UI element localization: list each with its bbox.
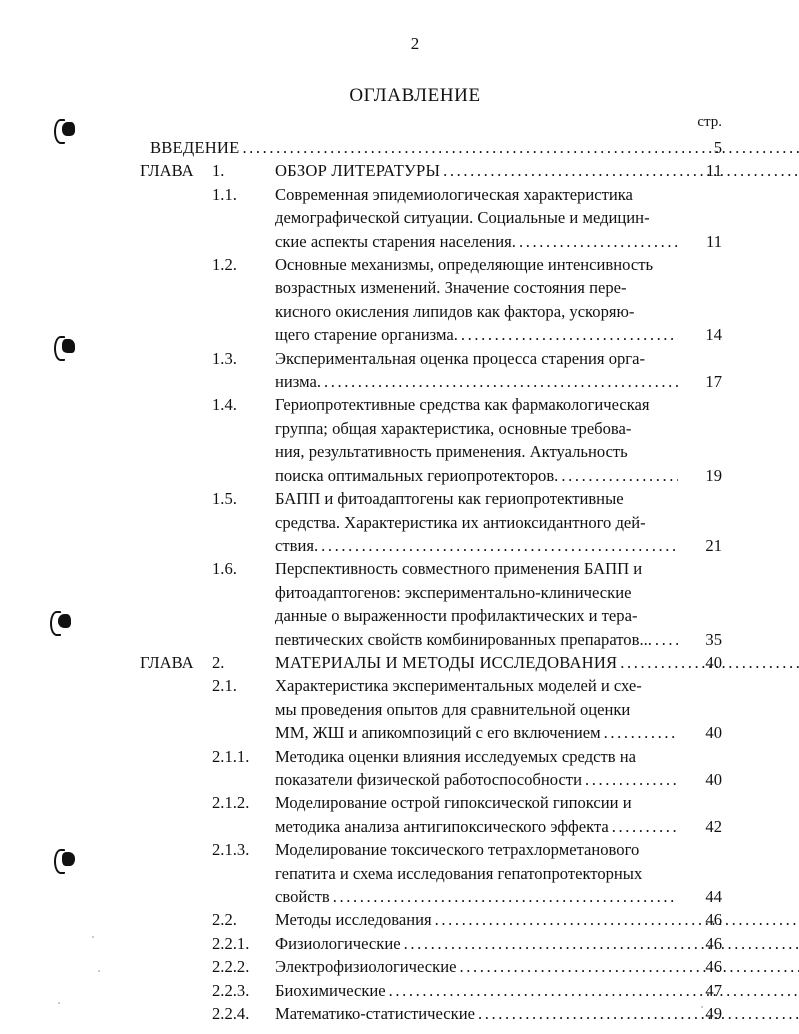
toc-entry-title: ствия. [275, 535, 319, 555]
toc-entry-number: 1.1. [212, 184, 237, 204]
toc-entry-title: Биохимические [275, 980, 386, 1000]
toc-leader-line [275, 721, 678, 744]
toc-entry-title: ские аспекты старения населения. [275, 231, 516, 251]
toc-entry[interactable] [140, 487, 722, 557]
toc-entry-number: 1.5. [212, 489, 237, 509]
dot-leader [404, 932, 799, 955]
toc-entry-title-line: Моделирование токсического тетрахлорметанового [275, 840, 640, 860]
toc-entry-body [275, 955, 678, 978]
toc-entry[interactable] [140, 932, 722, 955]
toc-entry[interactable] [140, 838, 722, 908]
dot-leader [321, 534, 678, 557]
toc-entry-title-line: фитоадаптогенов: экспериментально-клинические [275, 582, 632, 602]
toc-entry[interactable] [140, 651, 722, 674]
page-column-header: стр. [697, 114, 722, 130]
dot-leader [655, 628, 678, 651]
toc-entry-number: 2.1. [212, 676, 237, 696]
dot-leader [604, 721, 678, 744]
toc-entry-number: 1.4. [212, 395, 237, 415]
toc-entry-number: 2.1.3. [212, 840, 250, 860]
toc-entry-title-line: ния, результативность применения. Актуальность [275, 442, 628, 462]
toc-entry-title: низма. [275, 372, 321, 392]
scan-speck [98, 970, 100, 972]
toc-entry-title: Физиологические [275, 933, 401, 953]
dot-leader [324, 370, 678, 393]
toc-entry[interactable] [140, 159, 722, 182]
toc-entry[interactable] [140, 979, 722, 1002]
toc-entry-page-number: 21 [705, 535, 722, 555]
toc-entry-title: методика анализа антигипоксического эффекта [275, 816, 609, 836]
dot-leader [443, 159, 799, 182]
toc-entry-title-line: группа; общая характеристика, основные требова- [275, 418, 632, 438]
ink-blob [62, 122, 75, 136]
dot-leader [585, 768, 678, 791]
toc-chapter-word: ГЛАВА [140, 652, 194, 672]
dot-leader [561, 464, 678, 487]
toc-entry-page-number: 14 [705, 325, 722, 345]
ink-blob [62, 339, 75, 353]
toc-entry-body [275, 674, 678, 744]
toc-entry-title-line: демографической ситуации. Социальные и медицин- [275, 208, 650, 228]
toc-entry-page-number: 49 [705, 1004, 722, 1024]
toc-entry-page-number: 11 [706, 161, 722, 181]
toc-entry-number: 1.3. [212, 348, 237, 368]
toc-entry-title-line: Моделирование острой гипоксической гипоксии и [275, 793, 632, 813]
toc-leader-line [275, 768, 678, 791]
toc-entry-title: щего старение организма. [275, 325, 458, 345]
toc-entry-title: певтических свойств комбинированных препаратов... [275, 629, 652, 649]
toc-entry[interactable] [140, 745, 722, 792]
toc-entry-body [150, 136, 678, 159]
toc-leader-line [275, 323, 678, 346]
toc-entry-body [275, 745, 678, 792]
toc-entry-body [275, 791, 678, 838]
toc-entry-page-number: 11 [706, 231, 722, 251]
toc-entry-title-line: данные о выраженности профилактических и тера- [275, 606, 638, 626]
toc-entry-title-line: Современная эпидемиологическая характеристика [275, 184, 633, 204]
toc-entry-body [275, 932, 678, 955]
toc-entry-number: 2.2.4. [212, 1004, 250, 1024]
toc-entry-page-number: 40 [705, 723, 722, 743]
toc-entry[interactable] [140, 955, 722, 978]
toc-entry-title-line: Перспективность совместного применения БАПП и [275, 559, 643, 579]
toc-leader-line [275, 534, 678, 557]
toc-entry[interactable] [140, 791, 722, 838]
toc-entry-title: поиска оптимальных гериопротекторов. [275, 465, 559, 485]
toc-entry-title: Математико-статистические [275, 1004, 475, 1024]
toc-entry[interactable] [140, 183, 722, 253]
page-title: ОГЛАВЛЕНИЕ [349, 85, 481, 106]
scan-speck [92, 936, 94, 938]
toc-entry-title-line: средства. Характеристика их антиоксидантного дей- [275, 512, 646, 532]
scan-speck [58, 1002, 60, 1004]
toc-entry-title: ВВЕДЕНИЕ [150, 138, 240, 157]
toc-leader-line [275, 628, 678, 651]
toc-entry-number: 2.1.1. [212, 746, 250, 766]
toc-entry-number: 1.2. [212, 255, 237, 275]
table-of-contents [140, 136, 722, 1025]
toc-entry-page-number: 47 [705, 980, 722, 1000]
toc-entry-title-line: Характеристика экспериментальных моделей и схе- [275, 676, 642, 696]
ink-blob [62, 852, 75, 866]
toc-entry-page-number: 44 [705, 886, 722, 906]
toc-entry-title-line: мы проведения опытов для сравнительной оценки [275, 699, 631, 719]
toc-entry-title: свойств [275, 887, 330, 906]
toc-entry-body [275, 979, 678, 1002]
toc-entry[interactable] [140, 253, 722, 347]
toc-entry-title: Методы исследования [275, 910, 432, 930]
toc-entry-title-line: гепатита и схема исследования гепатопротекторных [275, 863, 643, 883]
toc-entry-number: 2.2.1. [212, 933, 250, 953]
toc-leader-line [275, 815, 678, 838]
toc-entry-number: 2.2. [212, 910, 237, 930]
toc-entry-title-line: возрастных изменений. Значение состояния пере- [275, 278, 627, 298]
toc-entry-number: 2. [212, 652, 225, 672]
toc-leader-line [275, 370, 678, 393]
toc-entry-page-number: 46 [705, 933, 722, 953]
toc-entry-title: ММ, ЖШ и апикомпозиций с его включением [275, 723, 601, 743]
dot-leader [461, 323, 678, 346]
dot-leader [435, 908, 799, 931]
toc-leader-line [275, 885, 678, 908]
page-number: 2 [410, 34, 420, 53]
toc-entry[interactable] [140, 1002, 722, 1025]
toc-entry-title: ОБЗОР ЛИТЕРАТУРЫ [275, 161, 441, 181]
toc-entry-number: 1.6. [212, 559, 237, 579]
toc-entry-body [275, 159, 678, 182]
toc-entry-body [275, 838, 678, 908]
toc-entry-page-number: 19 [705, 465, 722, 485]
toc-entry-title: МАТЕРИАЛЫ И МЕТОДЫ ИССЛЕДОВАНИЯ [275, 652, 618, 672]
toc-entry[interactable] [140, 557, 722, 651]
toc-entry-page-number: 40 [705, 769, 722, 789]
toc-entry[interactable] [140, 136, 722, 159]
toc-entry-number: 2.2.3. [212, 980, 250, 1000]
toc-entry-title-line: кисного окисления липидов как фактора, ускоряю- [275, 301, 635, 321]
scan-speck [701, 1006, 703, 1008]
toc-entry-title-line: Методика оценки влияния исследуемых средств на [275, 746, 636, 766]
margin-ink-mark [50, 610, 76, 634]
dot-leader [612, 815, 678, 838]
toc-entry-page-number: 40 [705, 652, 722, 672]
margin-ink-mark [54, 848, 80, 872]
toc-entry-page-number: 46 [705, 957, 722, 977]
toc-entry-number: 2.1.2. [212, 793, 250, 813]
dot-leader [478, 1002, 799, 1025]
toc-entry-body [275, 183, 678, 253]
toc-entry-page-number: 5 [713, 138, 722, 157]
toc-entry-title-line: БАПП и фитоадаптогены как гериопротективные [275, 489, 624, 509]
toc-entry-body [275, 651, 678, 674]
toc-entry[interactable] [140, 674, 722, 744]
margin-ink-mark [54, 118, 80, 142]
toc-entry-number: 2.2.2. [212, 957, 250, 977]
dot-leader [333, 885, 678, 908]
toc-entry-page-number: 42 [705, 816, 722, 836]
toc-entry-body [275, 393, 678, 487]
toc-entry-page-number: 17 [705, 372, 722, 392]
toc-entry[interactable] [140, 908, 722, 931]
toc-entry-page-number: 35 [705, 629, 722, 649]
toc-entry-body [275, 347, 678, 394]
ink-blob [58, 614, 71, 628]
toc-entry-body [275, 1002, 678, 1025]
toc-entry-body [275, 487, 678, 557]
toc-entry-title-line: Основные механизмы, определяющие интенсивность [275, 255, 654, 275]
toc-entry-body [275, 253, 678, 347]
toc-leader-line [275, 464, 678, 487]
toc-leader-line [275, 230, 678, 253]
toc-entry-number: 1. [212, 161, 225, 181]
toc-entry[interactable] [140, 393, 722, 487]
toc-entry-page-number: 46 [705, 910, 722, 930]
margin-ink-mark [54, 335, 80, 359]
toc-entry-title: показатели физической работоспособности [275, 769, 582, 789]
toc-entry-title: Электрофизиологические [275, 957, 457, 977]
dot-leader [389, 979, 799, 1002]
toc-entry-title-line: Гериопротективные средства как фармакологическая [275, 395, 650, 415]
toc-entry-body [275, 557, 678, 651]
dot-leader [459, 955, 799, 978]
dot-leader [519, 230, 678, 253]
toc-entry[interactable] [140, 347, 722, 394]
toc-entry-body [275, 908, 678, 931]
toc-chapter-word: ГЛАВА [140, 161, 194, 181]
toc-entry-title-line: Экспериментальная оценка процесса старения орга- [275, 348, 645, 368]
